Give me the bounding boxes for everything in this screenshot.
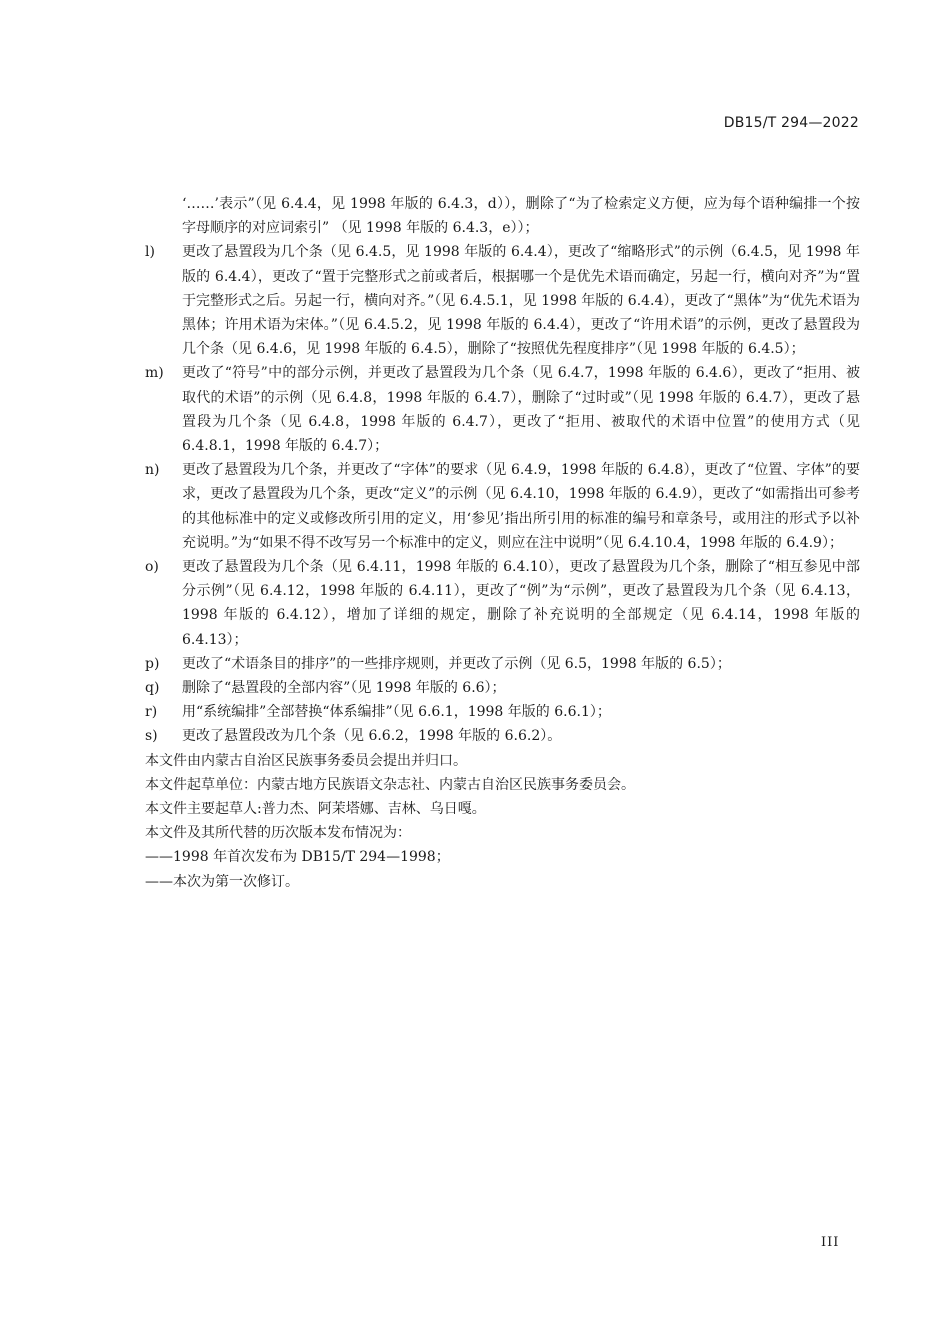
list-marker: n): [145, 462, 160, 479]
document-code: DB15/T 294—2022: [723, 115, 859, 131]
list-item-text: 更改了悬置段为几个条（见 6.4.11，1998 年版的 6.4.10），更改了悬置段为几个条，删除了“相互参见中部分示例”（见 6.4.12，1998 年版的 6.4.11），更改了“例”为“示例”，更改了悬置段为几个条（见 6.4.13，1998 年版的 6.4.12），增加了详细的规定，删除了补充说明的全部规定（见 6.4.14，1998 年版的 6.4.13）；: [182, 559, 860, 648]
list-item-s: [145, 724, 860, 748]
list-item-text: 更改了悬置段为几个条，并更改了“字体”的要求（见 6.4.9，1998 年版的 6.4.8），更改了“位置、字体”的要求，更改了悬置段为几个条，更改“定义”的示例（见 6.4.10，1998 年版的 6.4.9），更改了“如需指出可参考的其他标准中的定义或修改所引用的定义，用‘参见’指出所引用的标准的编号和章条号，或用注的形式予以补充说明。”为“如果不得不改写另一个标准中的定义，则应在注中说明”（见 6.4.10.4，1998 年版的 6.4.9）；: [182, 462, 860, 551]
list-item-l: [145, 240, 860, 361]
drafting-units-paragraph: 本文件起草单位：内蒙古地方民族语文杂志社、内蒙古自治区民族事务委员会。: [145, 776, 635, 793]
list-marker: p): [145, 655, 160, 672]
history-item-current: ——本次为第一次修订。: [145, 873, 299, 890]
list-item-m: [145, 361, 860, 458]
document-body: [145, 192, 860, 894]
list-item-n: [145, 458, 860, 555]
proposer-paragraph: 本文件由内蒙古自治区民族事务委员会提出并归口。: [145, 752, 467, 769]
history-heading: 本文件及其所代替的历次版本发布情况为：: [145, 825, 411, 842]
list-marker: m): [145, 365, 164, 382]
list-item-text: 更改了“符号”中的部分示例，并更改了悬置段为几个条（见 6.4.7，1998 年版的 6.4.6），更改了“拒用、被取代的术语”的示例（见 6.4.8，1998 年版的 6.4.7），删除了“过时或”（见 1998 年版的 6.4.7），更改了悬置段为几个条（见 6.4.8，1998 年版的 6.4.7），更改了“拒用、被取代的术语中位置”的使用方式（见 6.4.8.1，1998 年版的 6.4.7）；: [182, 365, 860, 455]
list-marker: q): [145, 680, 160, 697]
list-item-o: [145, 555, 860, 652]
list-item-text: 更改了“术语条目的排序”的一些排序规则，并更改了示例（见 6.5，1998 年版的 6.5）；: [182, 655, 731, 672]
continuation-text: ‘……’表示”（见 6.4.4，见 1998 年版的 6.4.3，d）），删除了“为了检索定义方便，应为每个语种编排一个按字母顺序的对应词索引” （见 1998 年版的 6.4.3，e））；: [182, 196, 860, 237]
list-marker: r): [145, 704, 158, 721]
list-marker: s): [145, 728, 158, 745]
list-item-q: [145, 676, 860, 700]
list-item-text: 用“系统编排”全部替换“体系编排”（见 6.6.1，1998 年版的 6.6.1）；: [182, 704, 611, 721]
list-item-r: [145, 700, 860, 724]
history-item-first: ——1998 年首次发布为 DB15/T 294—1998；: [145, 849, 450, 866]
page-number: III: [821, 1235, 840, 1250]
list-item-p: [145, 652, 860, 676]
list-item-text: 更改了悬置段改为几个条（见 6.6.2，1998 年版的 6.6.2）。: [182, 728, 562, 745]
list-item-text: 删除了“悬置段的全部内容”（见 1998 年版的 6.6）；: [182, 680, 506, 697]
list-item-text: 更改了悬置段为几个条（见 6.4.5，见 1998 年版的 6.4.4），更改了“缩略形式”的示例（6.4.5，见 1998 年版的 6.4.4），更改了“置于完整形式之前或者后，根据哪一个是优先术语而确定，另起一行，横向对齐”为“置于完整形式之后。另起一行，横向对齐。”（见 6.4.5.1，见 1998 年版的 6.4.4），更改了“黑体”为“优先术语为黑体；许用术语为宋体。”（见 6.4.5.2，见 1998 年版的 6.4.4），更改了“许用术语”的示例，更改了悬置段为几个条（见 6.4.6，见 1998 年版的 6.4.5），删除了“按照优先程度排序”（见 1998 年版的 6.4.5）；: [182, 244, 860, 358]
list-marker: l): [145, 244, 155, 261]
list-marker: o): [145, 559, 159, 576]
drafters-paragraph: 本文件主要起草人:普力杰、阿茉塔娜、吉林、乌日嘎。: [145, 801, 486, 818]
